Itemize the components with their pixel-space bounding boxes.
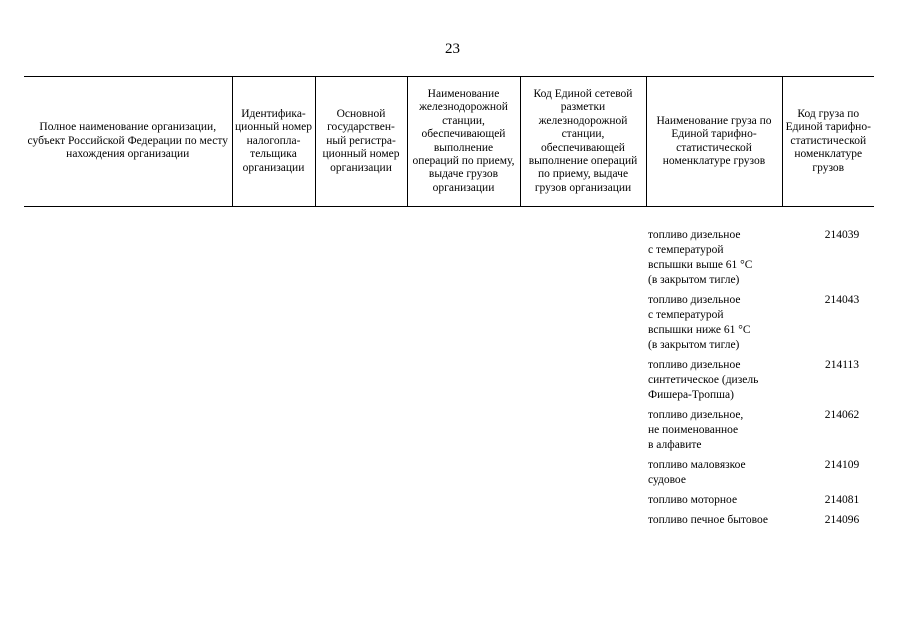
cargo-name: топливо дизельное с температурой вспышки выше 61 °С (в закрытом тигле): [648, 229, 753, 286]
table-row: [648, 358, 874, 403]
table-row: [648, 458, 874, 488]
cargo-code: 214039: [824, 229, 860, 241]
cargo-code: 214062: [824, 409, 860, 421]
page-number: 23: [445, 41, 460, 57]
cargo-name: топливо дизельное с температурой вспышки ниже 61 °С (в закрытом тигле): [648, 294, 751, 351]
table-row: [648, 493, 874, 508]
column-header-cargo-code: Код груза по Единой тарифно-статистической номенклатуре грузов: [782, 77, 874, 207]
column-header-station-name: Наименование железнодорожной станции, обеспечивающей выполнение операций по приему, выдаче грузов организации: [407, 77, 520, 207]
cargo-name: топливо дизельное, не поименованное в алфавите: [648, 409, 744, 451]
column-header-cargo-name: Наименование груза по Единой тарифно-статистической номенклатуре грузов: [646, 77, 782, 207]
cargo-name: топливо дизельное синтетическое (дизель Фишера-Тропша): [648, 359, 759, 401]
table-header: [24, 76, 874, 207]
cargo-code: 214081: [824, 494, 860, 506]
cargo-name: топливо маловязкое судовое: [648, 459, 746, 486]
table-row: [648, 408, 874, 453]
column-header-organization: Полное наименование организации, субъект Российской Федерации по месту нахождения организации: [24, 77, 232, 207]
cargo-list: [648, 228, 874, 533]
table-row: [648, 293, 874, 353]
cargo-name: топливо моторное: [648, 494, 738, 506]
cargo-code: 214109: [824, 459, 860, 471]
cargo-code: 214043: [824, 294, 860, 306]
table-row: [648, 228, 874, 288]
column-header-station-code: Код Единой сетевой разметки железнодорожной станции, обеспечивающей выполнение операций по приему, выдаче грузов организации: [520, 77, 646, 207]
cargo-name: топливо печное бытовое: [648, 514, 768, 526]
cargo-code: 214096: [824, 514, 860, 526]
cargo-code: 214113: [824, 359, 860, 371]
table-row: [648, 513, 874, 528]
column-header-ogrn: Основной государствен-ный регистра-ционный номер организации: [315, 77, 407, 207]
column-header-inn: Идентифика-ционный номер налогопла-тельщика организации: [232, 77, 315, 207]
